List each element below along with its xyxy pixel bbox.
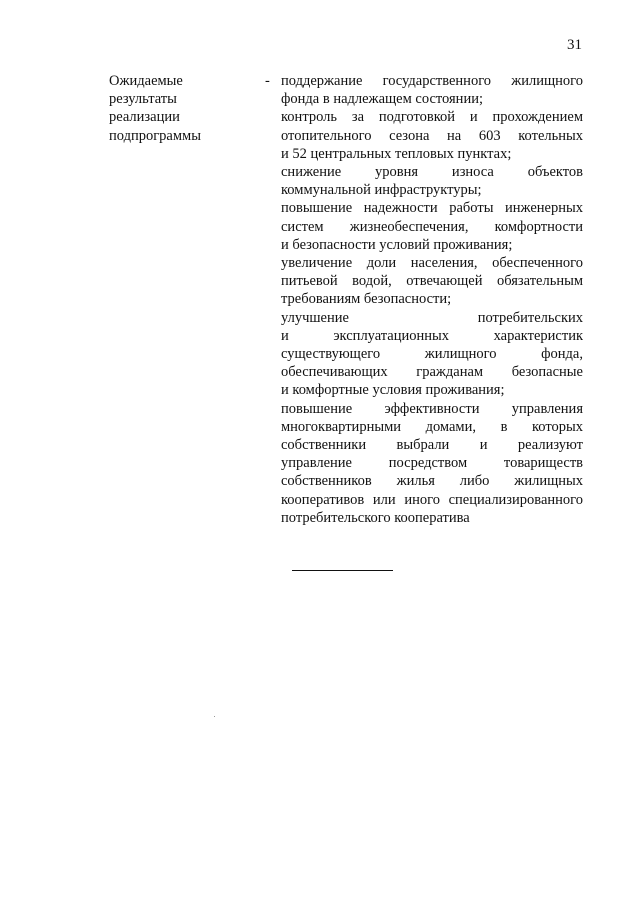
result-item-line: поддержание государственного жилищного bbox=[281, 73, 583, 89]
result-item-line: и 52 центральных тепловых пунктах; bbox=[281, 145, 512, 162]
result-item bbox=[281, 72, 583, 108]
result-item-line: отопительного сезона на 603 котельных bbox=[281, 127, 583, 144]
result-item-line: существующего жилищного фонда, bbox=[281, 346, 583, 363]
result-item bbox=[281, 309, 583, 400]
result-item-line: и безопасности условий проживания; bbox=[281, 236, 513, 253]
result-item-line: коммунальной инфраструктуры; bbox=[281, 182, 482, 199]
section-label-line: результаты bbox=[109, 91, 177, 108]
section-label-line: подпрограммы bbox=[109, 127, 201, 144]
list-dash: - bbox=[265, 73, 270, 89]
result-item-line: требованиям безопасности; bbox=[281, 291, 452, 308]
section-label-line: реализации bbox=[109, 109, 180, 126]
page-number: 31 bbox=[567, 37, 582, 53]
result-item-line: управление посредством товариществ bbox=[281, 455, 583, 472]
result-item-line: увеличение доли населения, обеспеченного bbox=[281, 255, 583, 272]
result-item-line: улучшение потребительских bbox=[281, 309, 583, 326]
scan-speck bbox=[214, 716, 215, 717]
section-label-line: Ожидаемые bbox=[109, 73, 183, 89]
result-item-line: фонда в надлежащем состоянии; bbox=[281, 91, 483, 108]
result-item bbox=[281, 108, 583, 163]
footnote-separator bbox=[292, 570, 393, 571]
result-item-line: повышение надежности работы инженерных bbox=[281, 200, 583, 217]
result-item-line: питьевой водой, отвечающей обязательным bbox=[281, 273, 583, 290]
result-item-line: кооперативов или иного специализированного bbox=[281, 491, 583, 508]
result-item-line: потребительского кооператива bbox=[281, 509, 470, 526]
result-item bbox=[281, 199, 583, 254]
section-label bbox=[109, 72, 259, 145]
result-item-line: снижение уровня износа объектов bbox=[281, 164, 583, 181]
result-item-line: собственники выбрали и реализуют bbox=[281, 437, 583, 454]
result-item-line: и эксплуатационных характеристик bbox=[281, 327, 583, 344]
expected-results-list bbox=[281, 72, 583, 527]
result-item bbox=[281, 254, 583, 309]
result-item-line: и комфортные условия проживания; bbox=[281, 382, 505, 399]
result-item-line: собственников жилья либо жилищных bbox=[281, 473, 583, 490]
result-item-line: контроль за подготовкой и прохождением bbox=[281, 109, 583, 126]
result-item-line: систем жизнеобеспечения, комфортности bbox=[281, 218, 583, 235]
result-item bbox=[281, 163, 583, 199]
result-item bbox=[281, 400, 583, 527]
result-item-line: повышение эффективности управления bbox=[281, 400, 583, 417]
result-item-line: многоквартирными домами, в которых bbox=[281, 418, 583, 435]
result-item-line: обеспечивающих гражданам безопасные bbox=[281, 364, 583, 381]
